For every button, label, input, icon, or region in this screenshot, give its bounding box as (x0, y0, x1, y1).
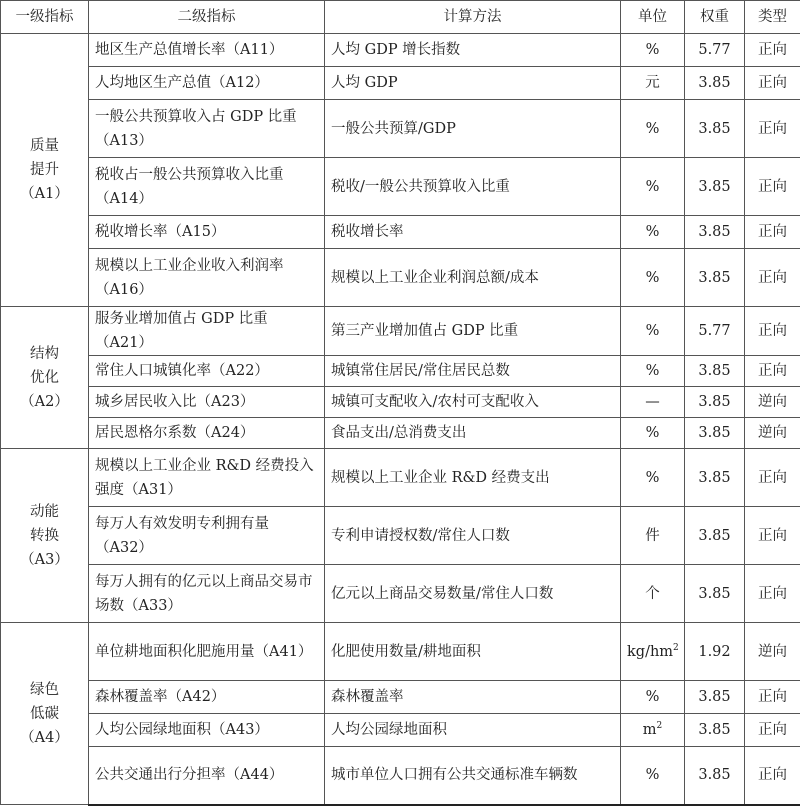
unit-text: % (646, 323, 660, 339)
calculation-method-cell: 人均公园绿地面积 (325, 714, 621, 747)
table-row (1, 34, 800, 67)
table-row (1, 67, 800, 100)
weight-cell: 3.85 (685, 356, 745, 387)
level2-indicator-cell: 常住人口城镇化率（A22） (89, 356, 325, 387)
type-cell: 逆向 (745, 623, 800, 681)
level2-indicator-cell: 居民恩格尔系数（A24） (89, 418, 325, 449)
weight-cell: 3.85 (685, 747, 745, 805)
unit-text: % (646, 470, 660, 486)
table-row (1, 507, 800, 565)
table-row (1, 714, 800, 747)
unit-text: kg/hm (627, 644, 673, 660)
unit-cell (621, 67, 685, 100)
weight-cell: 3.85 (685, 681, 745, 714)
unit-cell (621, 387, 685, 418)
header-level2: 二级指标 (89, 1, 325, 34)
unit-text: % (646, 121, 660, 137)
type-cell: 逆向 (745, 418, 800, 449)
level2-indicator-cell: 人均公园绿地面积（A43） (89, 714, 325, 747)
weight-cell: 3.85 (685, 249, 745, 307)
level2-indicator-cell: 森林覆盖率（A42） (89, 681, 325, 714)
calculation-method-cell: 城镇可支配收入/农村可支配收入 (325, 387, 621, 418)
calculation-method-cell: 税收/一般公共预算收入比重 (325, 158, 621, 216)
weight-cell: 3.85 (685, 507, 745, 565)
type-cell: 正向 (745, 158, 800, 216)
table-row (1, 356, 800, 387)
calculation-method-cell: 人均 GDP 增长指数 (325, 34, 621, 67)
type-cell: 正向 (745, 307, 800, 356)
header-method: 计算方法 (325, 1, 621, 34)
table-body (1, 34, 800, 805)
unit-superscript: 2 (673, 643, 679, 653)
calculation-method-cell: 专利申请授权数/常住人口数 (325, 507, 621, 565)
weight-cell: 3.85 (685, 100, 745, 158)
weight-cell: 3.85 (685, 714, 745, 747)
table-row (1, 216, 800, 249)
level1-indicator-line: 优化 (7, 366, 82, 390)
level2-indicator-cell: 公共交通出行分担率（A44） (89, 747, 325, 805)
weight-cell: 3.85 (685, 67, 745, 100)
level2-indicator-cell: 服务业增加值占 GDP 比重（A21） (89, 307, 325, 356)
calculation-method-cell: 化肥使用数量/耕地面积 (325, 623, 621, 681)
unit-cell (621, 681, 685, 714)
unit-text: % (646, 224, 660, 240)
unit-text: % (646, 179, 660, 195)
unit-cell (621, 249, 685, 307)
unit-cell (621, 714, 685, 747)
unit-text: — (645, 394, 660, 410)
type-cell: 正向 (745, 34, 800, 67)
unit-cell (621, 418, 685, 449)
table-row (1, 100, 800, 158)
weight-cell: 3.85 (685, 449, 745, 507)
calculation-method-cell: 规模以上工业企业 R&D 经费支出 (325, 449, 621, 507)
table-row (1, 747, 800, 805)
calculation-method-cell: 亿元以上商品交易数量/常住人口数 (325, 565, 621, 623)
unit-text: 元 (645, 75, 660, 91)
table-row (1, 449, 800, 507)
level2-indicator-cell: 单位耕地面积化肥施用量（A41） (89, 623, 325, 681)
weight-cell: 3.85 (685, 216, 745, 249)
type-cell: 正向 (745, 100, 800, 158)
calculation-method-cell: 一般公共预算/GDP (325, 100, 621, 158)
weight-cell: 5.77 (685, 307, 745, 356)
header-weight: 权重 (685, 1, 745, 34)
unit-text: % (646, 42, 660, 58)
level1-indicator-cell (1, 449, 89, 623)
type-cell: 正向 (745, 216, 800, 249)
level2-indicator-cell: 规模以上工业企业收入利润率（A16） (89, 249, 325, 307)
level2-indicator-cell: 一般公共预算收入占 GDP 比重（A13） (89, 100, 325, 158)
table-row (1, 623, 800, 681)
unit-text: % (646, 689, 660, 705)
type-cell: 正向 (745, 249, 800, 307)
level1-indicator-line: 动能 (7, 500, 82, 524)
header-level1: 一级指标 (1, 1, 89, 34)
header-type: 类型 (745, 1, 800, 34)
header-unit: 单位 (621, 1, 685, 34)
unit-cell (621, 307, 685, 356)
level1-indicator-line: 转换 (7, 524, 82, 548)
level2-indicator-cell: 税收占一般公共预算收入比重（A14） (89, 158, 325, 216)
calculation-method-cell: 城镇常住居民/常住居民总数 (325, 356, 621, 387)
weight-cell: 5.77 (685, 34, 745, 67)
table-row (1, 418, 800, 449)
level1-indicator-line: （A1） (7, 182, 82, 206)
level1-indicator-line: 绿色 (7, 678, 82, 702)
level2-indicator-cell: 城乡居民收入比（A23） (89, 387, 325, 418)
level1-indicator-line: （A3） (7, 548, 82, 572)
unit-cell (621, 216, 685, 249)
type-cell: 正向 (745, 67, 800, 100)
table-row (1, 681, 800, 714)
type-cell: 正向 (745, 449, 800, 507)
level2-indicator-cell: 规模以上工业企业 R&D 经费投入强度（A31） (89, 449, 325, 507)
unit-cell (621, 747, 685, 805)
level2-indicator-cell: 人均地区生产总值（A12） (89, 67, 325, 100)
calculation-method-cell: 税收增长率 (325, 216, 621, 249)
unit-cell (621, 100, 685, 158)
type-cell: 正向 (745, 681, 800, 714)
level1-indicator-cell (1, 623, 89, 805)
level1-indicator-cell (1, 34, 89, 307)
table-row (1, 565, 800, 623)
table-row (1, 158, 800, 216)
type-cell: 逆向 (745, 387, 800, 418)
level1-indicator-line: （A2） (7, 390, 82, 414)
level1-indicator-cell (1, 307, 89, 449)
type-cell: 正向 (745, 714, 800, 747)
unit-text: % (646, 425, 660, 441)
unit-cell (621, 623, 685, 681)
level2-indicator-cell: 每万人拥有的亿元以上商品交易市场数（A33） (89, 565, 325, 623)
unit-text: % (646, 270, 660, 286)
type-cell: 正向 (745, 507, 800, 565)
unit-cell (621, 449, 685, 507)
unit-text: % (646, 363, 660, 379)
calculation-method-cell: 第三产业增加值占 GDP 比重 (325, 307, 621, 356)
table-row (1, 249, 800, 307)
calculation-method-cell: 规模以上工业企业利润总额/成本 (325, 249, 621, 307)
calculation-method-cell: 城市单位人口拥有公共交通标准车辆数 (325, 747, 621, 805)
level1-indicator-line: 提升 (7, 158, 82, 182)
level2-indicator-cell: 地区生产总值增长率（A11） (89, 34, 325, 67)
unit-text: % (646, 767, 660, 783)
weight-cell: 1.92 (685, 623, 745, 681)
calculation-method-cell: 食品支出/总消费支出 (325, 418, 621, 449)
unit-text: m (643, 722, 657, 738)
unit-cell (621, 158, 685, 216)
calculation-method-cell: 人均 GDP (325, 67, 621, 100)
weight-cell: 3.85 (685, 418, 745, 449)
level2-indicator-cell: 每万人有效发明专利拥有量（A32） (89, 507, 325, 565)
calculation-method-cell: 森林覆盖率 (325, 681, 621, 714)
unit-text: 个 (645, 586, 660, 602)
weight-cell: 3.85 (685, 565, 745, 623)
table-row (1, 307, 800, 356)
unit-text: 件 (645, 528, 660, 544)
unit-cell (621, 565, 685, 623)
header-row (1, 1, 800, 34)
weight-cell: 3.85 (685, 387, 745, 418)
level1-indicator-line: 低碳 (7, 702, 82, 726)
type-cell: 正向 (745, 747, 800, 805)
type-cell: 正向 (745, 356, 800, 387)
unit-cell (621, 507, 685, 565)
unit-cell (621, 356, 685, 387)
level1-indicator-line: （A4） (7, 726, 82, 750)
level2-indicator-cell: 税收增长率（A15） (89, 216, 325, 249)
weight-cell: 3.85 (685, 158, 745, 216)
type-cell: 正向 (745, 565, 800, 623)
level1-indicator-line: 质量 (7, 134, 82, 158)
unit-superscript: 2 (657, 721, 663, 731)
level1-indicator-line: 结构 (7, 342, 82, 366)
unit-cell (621, 34, 685, 67)
table-row (1, 387, 800, 418)
